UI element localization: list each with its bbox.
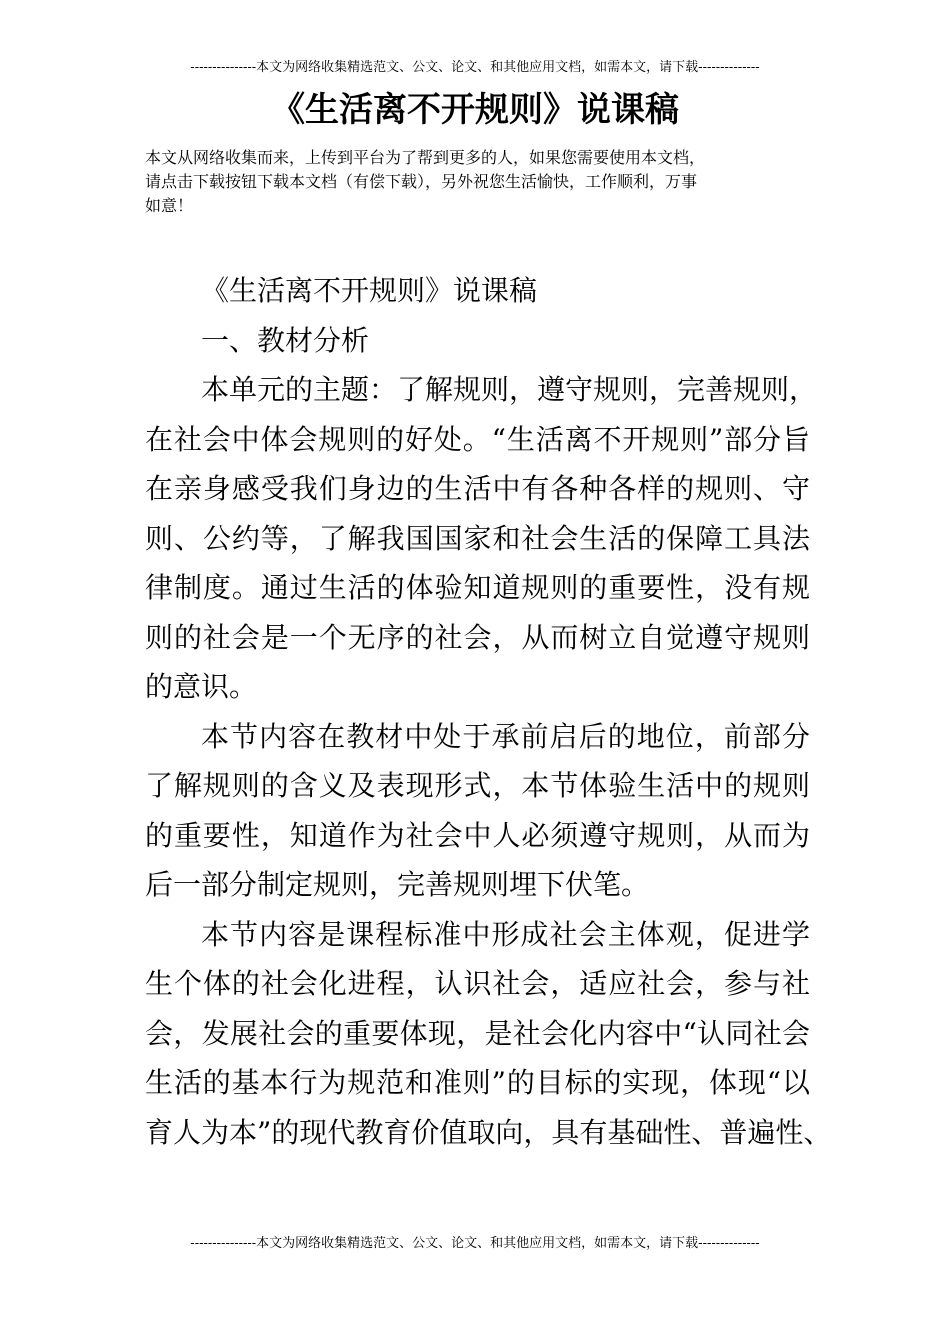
- paragraph-line: 育人为本”的现代教育价值取向，具有基础性、普遍性、: [145, 1115, 832, 1149]
- paragraph-line: 则的社会是一个无序的社会，从而树立自觉遵守规则: [145, 620, 810, 654]
- notice-line: 如意！: [145, 196, 194, 215]
- paragraph-line: 律制度。通过生活的体验知道规则的重要性，没有规: [145, 571, 810, 604]
- paragraph-line: 会，发展社会的重要体现，是社会化内容中“认同社会: [145, 1016, 810, 1050]
- paragraph-line: 本单元的主题：了解规则，遵守规则，完善规则，: [201, 373, 818, 406]
- paragraph-line: 本节内容是课程标准中形成社会主体观，促进学: [201, 917, 810, 951]
- paragraph-line: 生活的基本行为规范和准则”的目标的实现，体现“以: [145, 1066, 810, 1099]
- paragraph-line: 生个体的社会化进程，认识社会，适应社会，参与社: [145, 967, 810, 1000]
- header-banner: ---------------本文为网络收集精选范文、公文、论文、和其他应用文档，如需本文，请下载--------------: [190, 60, 760, 75]
- paragraph-line: 在社会中体会规则的好处。“生活离不开规则”部分旨: [145, 422, 810, 456]
- body-subtitle: 《生活离不开规则》说课稿: [201, 274, 538, 307]
- section-heading: 一、教材分析: [201, 323, 370, 357]
- paragraph-line: 的重要性，知道作为社会中人必须遵守规则，从而为: [145, 818, 810, 852]
- document-title: 《生活离不开规则》说课稿: [271, 90, 679, 130]
- paragraph-line: 则、公约等，了解我国国家和社会生活的保障工具法: [145, 521, 810, 555]
- paragraph-line: 本节内容在教材中处于承前启后的地位，前部分: [201, 719, 810, 753]
- download-notice: [145, 146, 810, 218]
- footer-banner: ---------------本文为网络收集精选范文、公文、论文、和其他应用文档，如需本文，请下载--------------: [190, 1236, 760, 1251]
- paragraph-line: 后一部分制定规则，完善规则埋下伏笔。: [145, 868, 650, 901]
- paragraph-2: [145, 712, 810, 910]
- paragraph-line: 了解规则的含义及表现形式，本节体验生活中的规则: [145, 769, 810, 802]
- paragraph-1: [145, 365, 818, 712]
- notice-line: 请点击下载按钮下载本文档（有偿下载），另外祝您生活愉快，工作顺利，万事: [145, 172, 698, 191]
- notice-line: 本文从网络收集而来，上传到平台为了帮到更多的人，如果您需要使用本文档，: [145, 148, 706, 167]
- paragraph-line: 的意识。: [145, 670, 258, 703]
- paragraph-line: 在亲身感受我们身边的生活中有各种各样的规则、守: [145, 472, 810, 505]
- paragraph-3: [145, 910, 832, 1158]
- document-body: [145, 266, 832, 1157]
